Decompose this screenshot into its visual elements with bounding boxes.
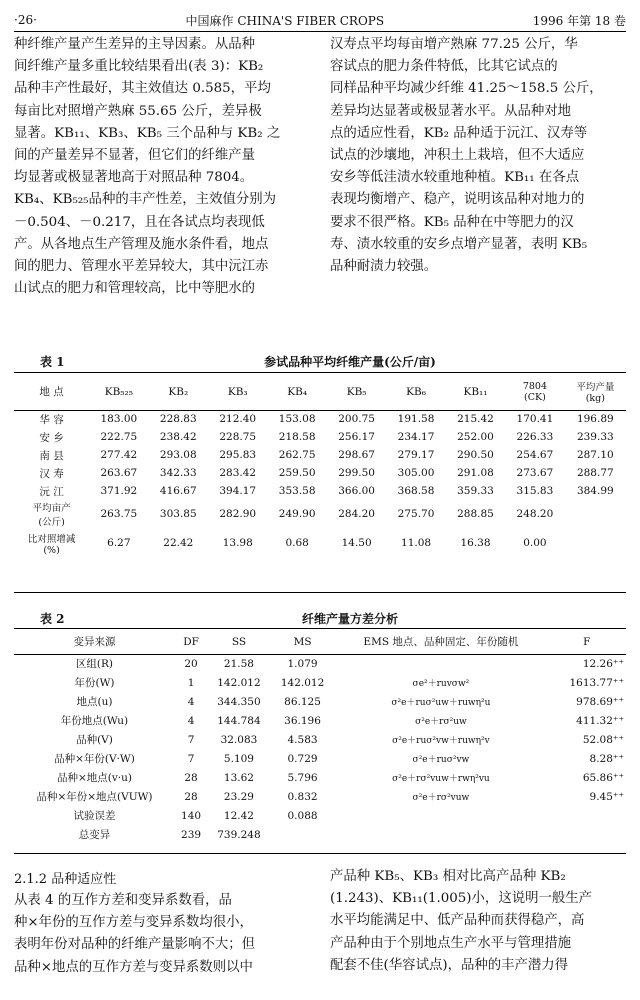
table-cell: σ²e＋rσ²vuw (412, 793, 470, 803)
table-cell: 212.40 (219, 413, 257, 426)
table-cell: 394.17 (219, 485, 257, 497)
table-cell: 273.67 (516, 467, 554, 479)
text-line: KB₄、KB₅₂₅品种的丰产性差，主效值分别为 (14, 192, 277, 208)
text-line: 品种×地点的互作方差与变异系数则以中 (14, 959, 253, 975)
table-cell: 196.89 (576, 413, 614, 426)
header-rule (14, 31, 626, 32)
table-cell: σ²e＋ruσ²vw (412, 755, 470, 765)
table-cell: σe²＋ruvσw² (412, 679, 470, 689)
table-cell (334, 825, 547, 844)
table-cell: 品种×地点(v·u) (56, 772, 132, 784)
column-header: EMS 地点、品种固定、年份随机 (334, 630, 547, 654)
table-cell: 144.784 (217, 714, 261, 727)
table-cell: 366.00 (338, 485, 375, 497)
table-cell: 191.58 (397, 413, 435, 426)
table-row (14, 806, 626, 825)
table-cell: 290.50 (457, 449, 494, 461)
text-line: 表现均衡增产、稳产，说明该品种对地力的 (330, 192, 585, 208)
column-header: DF (175, 630, 207, 654)
text-line: 差异均达显著或极显著水平。从品种对地 (330, 103, 572, 119)
table-cell: 288.77 (576, 467, 614, 479)
table-cell: 汉 寿 (39, 467, 64, 480)
table-cell: 7 (187, 752, 195, 765)
table-row (14, 654, 626, 673)
table-cell (334, 654, 547, 673)
table-cell: 12.42 (223, 809, 254, 822)
table-cell: 153.08 (278, 413, 316, 426)
table-cell: 4.583 (287, 733, 318, 746)
table-row (14, 500, 626, 529)
table-cell: 279.17 (397, 449, 435, 461)
table-cell: 比对照增减 (%) (27, 533, 76, 556)
table-row (14, 825, 626, 844)
table-cell: σ²e＋ruσ²uw＋ruwη²u (391, 698, 491, 708)
table-cell: 283.42 (219, 467, 257, 479)
table-cell: 277.42 (100, 449, 138, 461)
table-cell: 288.85 (457, 508, 494, 521)
table-cell: 384.99 (576, 485, 614, 497)
table-cell (565, 500, 626, 529)
table-cell: 13.98 (222, 537, 253, 550)
text-line: 寿、渍水较重的安乡点增产显著，表明 KB₅ (330, 236, 588, 252)
table-cell: 品种×年份(V·W) (54, 753, 135, 765)
table-row (14, 711, 626, 730)
text-line: 显著。KB₁₁、KB₃、KB₅ 三个品种与 KB₂ 之 (14, 125, 281, 141)
table1-top-rule (14, 372, 626, 373)
table-cell: 183.00 (100, 413, 138, 426)
table-cell: 52.08⁺⁺ (582, 733, 624, 746)
table1-title: 参试品种平均纤维产量(公斤/亩) (264, 355, 436, 369)
table-cell: 299.50 (338, 467, 375, 479)
table-cell: 0.832 (287, 790, 318, 803)
running-header (14, 10, 626, 30)
table-cell: 239.33 (576, 431, 614, 443)
table-cell: 总变异 (78, 829, 111, 841)
page-number: ·26· (14, 13, 37, 27)
table-cell: 品种(V) (76, 734, 113, 746)
column-header: 7804 (CK) (505, 374, 564, 410)
table-cell: 239 (181, 828, 202, 841)
table-cell: 263.67 (100, 467, 138, 479)
text-line: －0.504、－0.217，且在各试点均表现低 (14, 214, 265, 230)
table2-top-rule (14, 628, 626, 629)
section-left-text (14, 890, 312, 979)
column-header: 地 点 (14, 374, 89, 410)
table-cell: 地点(u) (76, 696, 113, 708)
table-cell: 978.69⁺⁺ (576, 695, 624, 708)
table-cell: 平均亩产 (公斤) (32, 503, 71, 529)
table-cell: 263.75 (100, 508, 138, 521)
column-header: 变异来源 (14, 630, 175, 654)
table-cell: 287.10 (576, 449, 614, 461)
text-line: 要求不很严格。KB₅ 品种在中等肥力的汉 (330, 214, 574, 230)
table-cell: 291.08 (457, 467, 494, 479)
table-cell: 5.796 (287, 771, 318, 784)
table-cell: 249.90 (278, 508, 316, 521)
table-cell: 259.50 (278, 467, 316, 479)
table-cell (547, 825, 626, 844)
table-cell: 371.92 (100, 485, 138, 497)
table-cell: 140 (181, 809, 202, 822)
text-line: 安乡等低洼渍水较重地种植。KB₁₁ 在各点 (330, 170, 580, 186)
table-cell: 411.32⁺⁺ (576, 714, 624, 727)
text-line: 试点的沙壤地，冲积土上栽培，但不大适应 (330, 148, 585, 164)
text-line: 点的适应性看，KB₂ 品种适于沅江、汉寿等 (330, 125, 588, 141)
table-cell: 200.75 (338, 413, 375, 426)
table-cell: 295.83 (219, 449, 257, 461)
table-row (14, 692, 626, 711)
table-cell: 142.012 (217, 676, 261, 689)
text-line: 产品种由于个别地点生产水平与管理措施 (330, 935, 572, 951)
table-cell: 0.68 (285, 537, 309, 550)
column-header: KB₆ (386, 374, 445, 410)
text-line: 种×年份的互作方差与变异系数均很小， (14, 915, 253, 931)
table-cell: 228.75 (219, 431, 257, 443)
right-column-text (330, 34, 628, 278)
text-line: 水平均能满足中、低产品种而获得稳产，高 (330, 913, 585, 929)
table-cell (547, 806, 626, 825)
table2-title: 纤维产量方差分析 (301, 612, 398, 626)
text-line: 间纤维产量多重比较结果看出(表 3)：KB₂ (14, 59, 264, 75)
table-cell: 248.20 (516, 508, 554, 521)
table-cell: 262.75 (278, 449, 316, 461)
table-cell: 86.125 (284, 695, 321, 708)
column-header: KB₁₁ (446, 374, 505, 410)
table-cell: 21.58 (223, 657, 254, 670)
table2-bottom-rule (14, 853, 626, 854)
table-cell: 12.26⁺⁺ (582, 657, 624, 670)
table-cell: 282.90 (219, 508, 257, 521)
table-cell: 32.083 (220, 733, 258, 746)
table-cell: σ²e＋rσ²uw (415, 717, 467, 727)
text-line: 间的肥力、管理水平差异较大，其中沅江赤 (14, 259, 269, 275)
table-cell: 0.729 (287, 752, 318, 765)
table-cell: 305.00 (397, 467, 435, 479)
text-line: 山试点的肥力和管理较高，比中等肥水的 (14, 281, 256, 297)
table-cell: 9.45⁺⁺ (589, 790, 624, 803)
table-row (14, 410, 626, 428)
table-cell: 36.196 (284, 714, 321, 727)
table-cell: 739.248 (217, 828, 261, 841)
table-cell: 16.38 (460, 537, 491, 550)
table2-label: 表 2 (40, 612, 65, 626)
table-cell: 252.00 (457, 431, 494, 443)
table-cell: 298.67 (338, 449, 375, 461)
table-row (14, 749, 626, 768)
table-cell: 284.20 (338, 508, 375, 521)
table-cell: 20 (184, 657, 198, 670)
table-cell: 222.75 (100, 431, 138, 443)
table-cell: 238.42 (159, 431, 197, 443)
text-line: 每亩比对照增产熟麻 55.65 公斤，差异极 (14, 103, 262, 119)
issue-info: 1996 年第 18 卷 (532, 13, 626, 28)
table-cell (271, 825, 335, 844)
table-row (14, 464, 626, 482)
column-header: 平均产量 (kg) (565, 374, 626, 410)
text-line: 汉寿点平均每亩增产熟麻 77.25 公斤，华 (330, 37, 578, 52)
table-cell: 13.62 (223, 771, 254, 784)
text-line: 同样品种平均减少纤维 41.25～158.5 公斤， (330, 81, 603, 97)
table-cell: 0.088 (287, 809, 318, 822)
text-line: 品种丰产性最好，其主效值达 0.585，平均 (14, 81, 271, 97)
table-cell: 254.67 (516, 449, 554, 461)
table-cell: 293.08 (159, 449, 197, 461)
table-cell: 7 (187, 733, 195, 746)
column-header: KB₅ (327, 374, 386, 410)
table-cell: σ²e＋ruσ²vw＋ruwη²v (392, 736, 490, 746)
table-cell: 353.58 (278, 485, 316, 497)
table-cell: 22.42 (163, 537, 194, 550)
table-cell: 315.83 (516, 485, 554, 497)
table-cell: 年份地点(Wu) (60, 715, 129, 727)
text-line: 产。从各地点生产管理及施水条件看，地点 (14, 236, 269, 252)
table-cell: 28 (184, 771, 198, 784)
column-header: KB₂ (149, 374, 208, 410)
text-line: 表明年份对品种的纤维产量影响不大；但 (14, 937, 256, 953)
table-cell: 11.08 (401, 537, 432, 550)
column-header: SS (207, 630, 271, 654)
text-line: 均显著或极显著地高于对照品种 7804。 (14, 170, 254, 186)
table-cell: 256.17 (338, 431, 375, 443)
table-cell: 华 容 (39, 413, 64, 426)
table-cell: 142.012 (280, 676, 325, 689)
section-right-text (330, 866, 628, 977)
table-cell: 23.29 (223, 790, 254, 803)
text-line: 从表 4 的互作方差和变异系数看，品 (14, 893, 232, 908)
table-cell: 0.00 (523, 537, 547, 550)
table-cell: 303.85 (159, 508, 197, 521)
column-header: KB₅₂₅ (89, 374, 148, 410)
table-row (14, 482, 626, 500)
table1-label: 表 1 (40, 355, 65, 369)
column-header: F (547, 630, 626, 654)
text-line: 品种耐渍力较强。 (330, 259, 438, 275)
table-cell: 368.58 (397, 485, 435, 497)
left-column-text (14, 34, 312, 300)
text-line: 种纤维产量产生差异的主导因素。从品种 (14, 37, 256, 52)
table-cell: 28 (184, 790, 198, 803)
table-cell: 5.109 (223, 752, 254, 765)
table-cell: 品种×年份×地点(VUW) (36, 791, 153, 803)
table-cell (334, 806, 547, 825)
text-line: 间的产量差异不显著，但它们的纤维产量 (14, 148, 256, 164)
table-cell: σ²e＋rσ²vuw＋rwη²vu (392, 774, 490, 784)
table-row (14, 730, 626, 749)
table-cell: 275.70 (397, 508, 435, 521)
table-cell (565, 529, 626, 558)
table-cell: 试验误差 (73, 810, 116, 822)
table-row (14, 446, 626, 464)
table-cell: 南 县 (39, 449, 64, 462)
table-cell: 沅 江 (39, 485, 64, 498)
text-line: 产品种 KB₅、KB₃ 相对比高产品种 KB₂ (330, 869, 566, 884)
table-cell: 8.28⁺⁺ (589, 752, 624, 765)
table2 (14, 630, 626, 844)
table-cell: 416.67 (159, 485, 197, 497)
section-heading: 2.1.2 品种适应性 (14, 872, 117, 887)
table-cell: 170.41 (516, 413, 554, 426)
text-line: (1.243)、KB₁₁(1.005)小，这说明一般生产 (330, 891, 593, 907)
table-cell: 6.27 (107, 537, 131, 550)
table-cell: 234.17 (397, 431, 435, 443)
column-header: KB₃ (208, 374, 267, 410)
journal-name: 中国麻作 CHINA'S FIBER CROPS (185, 13, 385, 28)
table-cell: 215.42 (457, 413, 494, 426)
table1 (14, 374, 626, 558)
table-cell: 区组(R) (75, 658, 114, 671)
table-cell: 65.86⁺⁺ (582, 771, 624, 784)
column-header: KB₄ (267, 374, 326, 410)
table-cell: 14.50 (341, 537, 372, 550)
text-line: 容试点的肥力条件特低，比其它试点的 (330, 59, 558, 75)
table-row (14, 673, 626, 692)
table-cell: 1 (187, 676, 195, 689)
table-cell: 4 (187, 695, 195, 708)
table-cell: 218.58 (278, 431, 316, 443)
table-row (14, 787, 626, 806)
table-row (14, 768, 626, 787)
table-cell: 342.33 (159, 467, 197, 479)
table-row (14, 428, 626, 446)
table1-bottom-rule (14, 592, 626, 593)
table-cell: 1.079 (287, 657, 318, 670)
table-cell: 226.33 (516, 431, 554, 443)
table-cell: 安 乡 (39, 431, 64, 444)
table-cell: 344.350 (217, 695, 261, 708)
table-cell: 228.83 (159, 413, 197, 426)
table-cell: 年份(W) (74, 677, 115, 689)
table-cell: 1613.77⁺⁺ (569, 676, 624, 689)
text-line: 配套不佳(华容试点)，品种的丰产潜力得 (330, 957, 569, 973)
table-row (14, 529, 626, 558)
column-header: MS (271, 630, 335, 654)
table-cell: 359.33 (457, 485, 494, 497)
table-cell: 4 (187, 714, 195, 727)
